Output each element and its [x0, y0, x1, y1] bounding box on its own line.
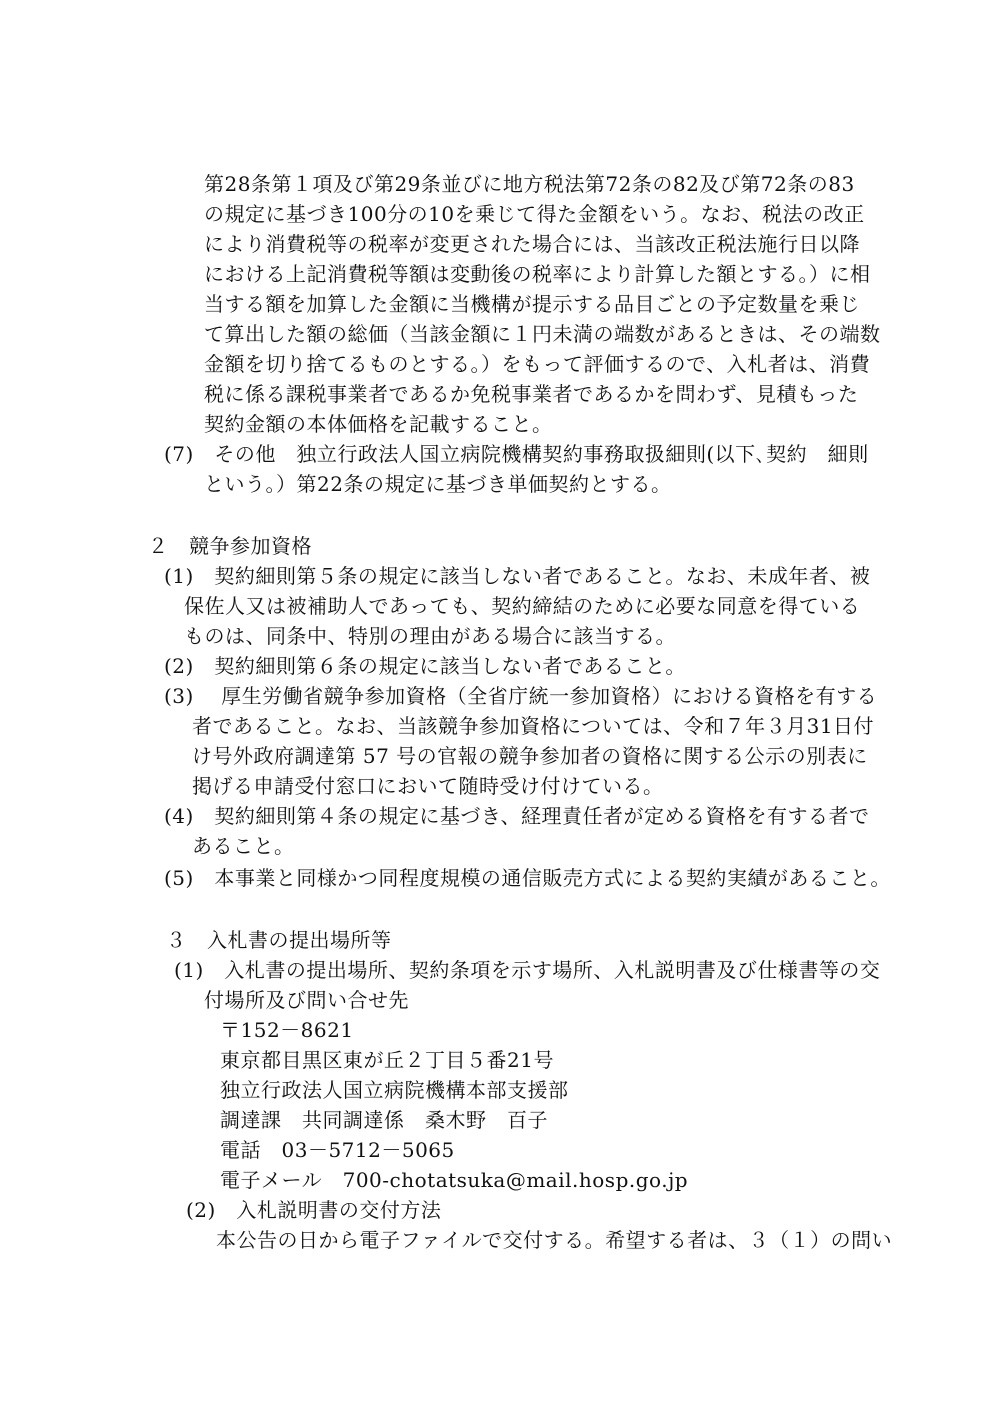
body-text-line: により消費税等の税率が変更された場合には、当該改正税法施行日以降: [204, 232, 860, 256]
body-text-line: という。）第22条の規定に基づき単価契約とする。: [204, 472, 672, 496]
body-text-line: の規定に基づき100分の10を乗じて得た金額をいう。なお、税法の改正: [204, 202, 865, 226]
body-text-line: 当する額を加算した金額に当機構が提示する品目ごとの予定数量を乗じ: [204, 292, 860, 316]
section-heading-2: ２ 競争参加資格: [148, 534, 312, 558]
list-item-2: (2) 契約細則第６条の規定に該当しない者であること。: [164, 654, 686, 678]
list-item-2: (2) 入札説明書の交付方法: [186, 1198, 442, 1222]
address: 東京都目黒区東が丘２丁目５番21号: [220, 1048, 554, 1072]
body-text-line: 金額を切り捨てるものとする。）をもって評価するので、入札者は、消費: [204, 352, 871, 376]
body-text-line: て算出した額の総価（当該金額に１円未満の端数があるときは、その端数: [204, 322, 881, 346]
body-text-line: における上記消費税等額は変動後の税率により計算した額とする。）に相: [204, 262, 871, 286]
list-item-5: (5) 本事業と同様かつ同程度規模の通信販売方式による契約実績があること。: [164, 866, 891, 890]
body-text-line: 本公告の日から電子ファイルで交付する。希望する者は、３（１）の問い: [216, 1228, 893, 1252]
contact-person: 調達課 共同調達係 桑木野 百子: [220, 1108, 548, 1132]
body-text-line: 掲げる申請受付窓口において随時受け付けている。: [192, 774, 664, 798]
body-text-line: あること。: [192, 834, 295, 858]
list-item-3: (3) 厚生労働省競争参加資格（全省庁統一参加資格）における資格を有する: [164, 684, 878, 708]
body-text-line: 付場所及び問い合せ先: [204, 988, 409, 1012]
contact-email: 電子メール 700-chotatsuka@mail.hosp.go.jp: [220, 1168, 689, 1192]
body-text-line: 第28条第１項及び第29条並びに地方税法第72条の82及び第72条の83: [204, 172, 855, 196]
section-heading-3: ３ 入札書の提出場所等: [166, 928, 392, 952]
postal-code: 〒152－8621: [220, 1018, 354, 1042]
body-text-line: ものは、同条中、特別の理由がある場合に該当する。: [184, 624, 676, 648]
organization-name: 独立行政法人国立病院機構本部支援部: [220, 1078, 569, 1102]
list-item-1: (1) 契約細則第５条の規定に該当しない者であること。なお、未成年者、被: [164, 564, 871, 588]
body-text-line: 者であること。なお、当該競争参加資格については、令和７年３月31日付: [192, 714, 875, 738]
list-item-1: (1) 入札書の提出場所、契約条項を示す場所、入札説明書及び仕様書等の交: [174, 958, 881, 982]
list-item-7: (7) その他 独立行政法人国立病院機構契約事務取扱細則(以下､契約 細則: [164, 442, 869, 466]
body-text-line: 保佐人又は被補助人であっても、契約締結のために必要な同意を得ている: [184, 594, 861, 618]
body-text-line: 税に係る課税事業者であるか免税事業者であるかを問わず、見積もった: [204, 382, 859, 406]
list-item-4: (4) 契約細則第４条の規定に基づき、経理責任者が定める資格を有する者で: [164, 804, 870, 828]
body-text-line: 契約金額の本体価格を記載すること。: [204, 412, 553, 436]
contact-phone: 電話 03－5712－5065: [220, 1138, 455, 1162]
body-text-line: け号外政府調達第 57 号の官報の競争参加者の資格に関する公示の別表に: [192, 744, 868, 768]
